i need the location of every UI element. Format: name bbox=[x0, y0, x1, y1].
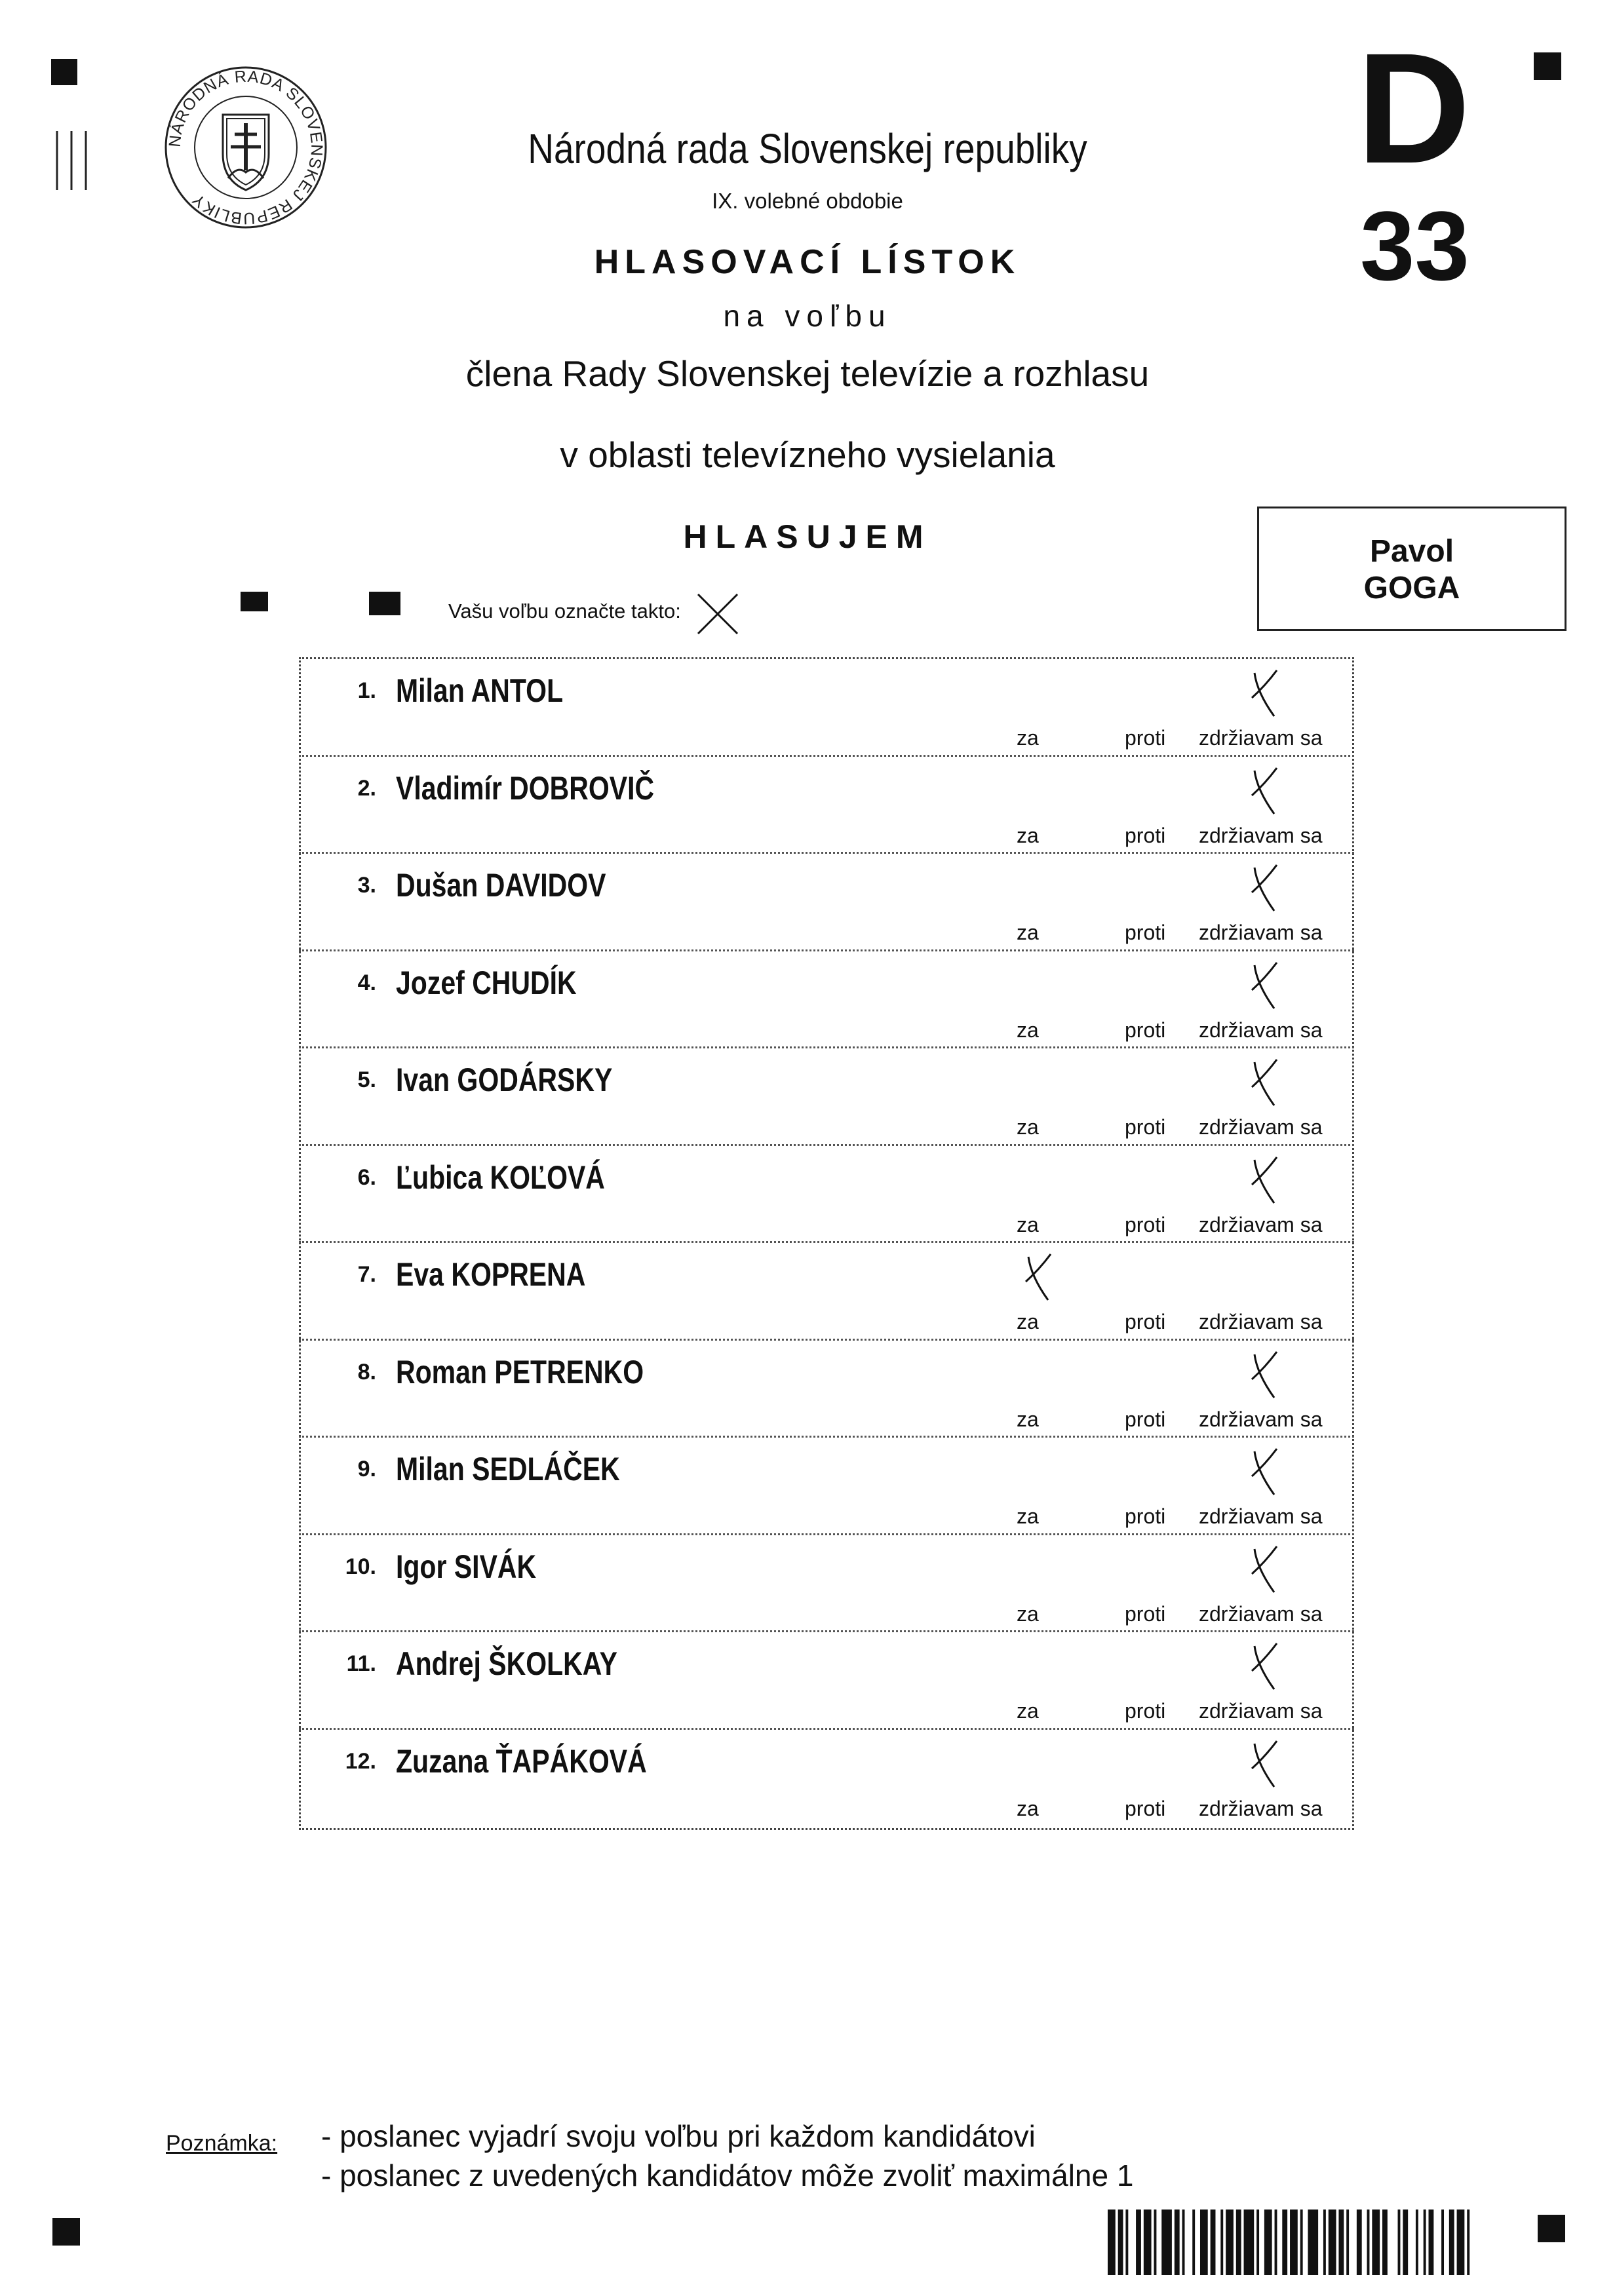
handwritten-x-mark-icon bbox=[1017, 1250, 1062, 1304]
row-separator bbox=[299, 852, 1354, 854]
vote-option-proti[interactable]: proti bbox=[1125, 1601, 1166, 1626]
candidate-number: 8. bbox=[357, 1359, 376, 1385]
note-label: Poznámka: bbox=[166, 2131, 278, 2156]
candidate-number: 7. bbox=[357, 1262, 376, 1287]
candidate-number: 3. bbox=[357, 873, 376, 898]
candidate-row bbox=[299, 657, 1354, 754]
candidate-row bbox=[299, 1728, 1354, 1825]
vote-option-abstain[interactable]: zdržiavam sa bbox=[1199, 921, 1323, 944]
x-mark-icon bbox=[695, 591, 741, 637]
candidate-name: Milan ANTOL bbox=[396, 672, 564, 709]
vote-option-za[interactable]: za bbox=[1017, 1310, 1039, 1333]
candidate-name: Zuzana ŤAPÁKOVÁ bbox=[396, 1742, 647, 1780]
note-line-2: - poslanec z uvedených kandidátov môže zvoliť maximálne 1 bbox=[321, 2158, 1134, 2192]
vote-option-proti[interactable]: proti bbox=[1125, 1115, 1166, 1139]
candidate-number: 1. bbox=[357, 678, 376, 703]
handwritten-x-mark-icon bbox=[1243, 1348, 1289, 1402]
handwritten-x-mark-icon bbox=[1243, 1542, 1289, 1596]
handwritten-x-mark-icon bbox=[1243, 1056, 1289, 1109]
candidate-number: 4. bbox=[357, 970, 376, 995]
row-separator bbox=[299, 1144, 1354, 1146]
candidate-row bbox=[299, 1339, 1354, 1436]
handwritten-x-mark-icon bbox=[1243, 764, 1289, 818]
vote-option-za[interactable]: za bbox=[1017, 1796, 1039, 1820]
vote-option-abstain[interactable]: zdržiavam sa bbox=[1199, 1018, 1323, 1042]
row-separator bbox=[299, 1339, 1354, 1341]
handwritten-x-mark-icon bbox=[1243, 1639, 1289, 1693]
candidate-number: 10. bbox=[345, 1554, 376, 1579]
row-separator bbox=[299, 1728, 1354, 1730]
member-of-text: člena Rady Slovenskej televízie a rozhlasu bbox=[465, 353, 1150, 394]
candidate-row bbox=[299, 755, 1354, 852]
registration-marker-bottom-left bbox=[52, 2218, 80, 2246]
candidate-name: Jozef CHUDÍK bbox=[396, 964, 577, 1001]
candidate-name: Milan SEDLÁČEK bbox=[396, 1451, 620, 1487]
registration-marker-left-2 bbox=[369, 592, 400, 615]
vote-option-za[interactable]: za bbox=[1017, 726, 1039, 750]
voter-name-box bbox=[1257, 507, 1566, 631]
parliament-title: Národná rada Slovenskej republiky bbox=[528, 125, 1087, 172]
handwritten-x-mark-icon bbox=[1243, 666, 1289, 720]
row-separator bbox=[299, 1533, 1354, 1535]
vote-option-proti[interactable]: proti bbox=[1125, 1796, 1166, 1820]
candidate-number: 12. bbox=[345, 1748, 376, 1774]
vote-option-proti[interactable]: proti bbox=[1125, 1407, 1166, 1431]
vote-option-za[interactable]: za bbox=[1017, 921, 1039, 944]
vote-option-za[interactable]: za bbox=[1017, 1212, 1039, 1236]
vote-option-abstain[interactable]: zdržiavam sa bbox=[1199, 1699, 1323, 1723]
candidate-name: Dušan DAVIDOV bbox=[396, 867, 606, 904]
area-text: v oblasti televízneho vysielania bbox=[560, 434, 1055, 475]
election-word: na voľbu bbox=[723, 299, 892, 333]
instruction-text: Vašu voľbu označte takto: bbox=[448, 600, 681, 622]
vote-option-abstain[interactable]: zdržiavam sa bbox=[1199, 1407, 1323, 1431]
candidate-row bbox=[299, 852, 1354, 949]
vote-option-abstain[interactable]: zdržiavam sa bbox=[1199, 1504, 1323, 1528]
vote-option-proti[interactable]: proti bbox=[1125, 726, 1166, 750]
vote-option-proti[interactable]: proti bbox=[1125, 1699, 1166, 1723]
handwritten-x-mark-icon bbox=[1243, 1153, 1289, 1207]
candidate-number: 11. bbox=[346, 1651, 376, 1676]
candidate-name: Andrej ŠKOLKAY bbox=[396, 1645, 617, 1682]
handwritten-x-mark-icon bbox=[1243, 1737, 1289, 1791]
vote-option-abstain[interactable]: zdržiavam sa bbox=[1199, 1212, 1323, 1236]
vote-option-za[interactable]: za bbox=[1017, 1504, 1039, 1528]
row-separator bbox=[299, 1630, 1354, 1632]
vote-option-proti[interactable]: proti bbox=[1125, 823, 1166, 847]
row-separator bbox=[299, 1241, 1354, 1243]
row-separator bbox=[299, 755, 1354, 757]
vote-option-abstain[interactable]: zdržiavam sa bbox=[1199, 1796, 1323, 1820]
seal-text: NÁRODNÁ RADA SLOVENSKEJ REPUBLIKY bbox=[165, 67, 326, 228]
candidate-row bbox=[299, 1241, 1354, 1338]
registration-marker-bottom-right bbox=[1538, 2215, 1565, 2242]
vote-option-proti[interactable]: proti bbox=[1125, 1212, 1166, 1236]
vote-option-abstain[interactable]: zdržiavam sa bbox=[1199, 1601, 1323, 1626]
voter-last-name: GOGA bbox=[1363, 571, 1460, 605]
vote-option-proti[interactable]: proti bbox=[1125, 1018, 1166, 1042]
candidate-name: Ivan GODÁRSKY bbox=[396, 1062, 613, 1098]
vote-heading: HLASUJEM bbox=[683, 518, 932, 555]
vote-option-za[interactable]: za bbox=[1017, 1018, 1039, 1042]
candidate-number: 2. bbox=[357, 775, 376, 801]
row-separator bbox=[299, 949, 1354, 951]
candidate-row bbox=[299, 1533, 1354, 1630]
candidate-row bbox=[299, 1144, 1354, 1241]
voter-first-name: Pavol bbox=[1369, 534, 1454, 569]
ballot-code-letter: D bbox=[1357, 20, 1471, 196]
handwritten-x-mark-icon bbox=[1243, 959, 1289, 1012]
handwritten-x-mark-icon bbox=[1243, 861, 1289, 915]
note-line-1: - poslanec vyjadrí svoju voľbu pri každom kandidátovi bbox=[321, 2119, 1036, 2153]
term-label: IX. volebné obdobie bbox=[712, 189, 903, 213]
candidate-row bbox=[299, 1436, 1354, 1533]
ballot-title: HLASOVACÍ LÍSTOK bbox=[594, 243, 1021, 281]
candidate-row bbox=[299, 1630, 1354, 1727]
vote-option-proti[interactable]: proti bbox=[1125, 1504, 1166, 1528]
candidate-number: 6. bbox=[357, 1164, 376, 1190]
vote-option-za[interactable]: za bbox=[1017, 1601, 1039, 1626]
vote-option-abstain[interactable]: zdržiavam sa bbox=[1199, 823, 1323, 847]
vote-option-abstain[interactable]: zdržiavam sa bbox=[1199, 1310, 1323, 1333]
candidate-name: Roman PETRENKO bbox=[396, 1353, 644, 1390]
candidate-name: Eva KOPRENA bbox=[396, 1256, 586, 1293]
candidate-name: Igor SIVÁK bbox=[396, 1548, 537, 1585]
candidate-row bbox=[299, 949, 1354, 1046]
candidate-name: Vladimír DOBROVIČ bbox=[396, 769, 655, 807]
candidate-number: 5. bbox=[357, 1067, 376, 1092]
ballot-code-number: 33 bbox=[1360, 191, 1469, 301]
vote-option-proti[interactable]: proti bbox=[1125, 1310, 1166, 1333]
registration-marker-top-right bbox=[1534, 52, 1561, 80]
tally-marks-icon bbox=[49, 131, 95, 190]
vote-option-za[interactable]: za bbox=[1017, 1407, 1039, 1431]
vote-option-proti[interactable]: proti bbox=[1125, 921, 1166, 944]
vote-option-abstain[interactable]: zdržiavam sa bbox=[1199, 726, 1323, 750]
vote-option-za[interactable]: za bbox=[1017, 1115, 1039, 1139]
vote-option-za[interactable]: za bbox=[1017, 1699, 1039, 1723]
registration-marker-left-1 bbox=[241, 592, 268, 611]
vote-option-za[interactable]: za bbox=[1017, 823, 1039, 847]
candidate-number: 9. bbox=[357, 1457, 376, 1482]
candidate-name: Ľubica KOĽOVÁ bbox=[396, 1158, 605, 1196]
row-separator bbox=[299, 1046, 1354, 1048]
candidate-row bbox=[299, 1046, 1354, 1143]
vote-option-abstain[interactable]: zdržiavam sa bbox=[1199, 1115, 1323, 1139]
registration-marker-top-left bbox=[51, 59, 77, 85]
handwritten-x-mark-icon bbox=[1243, 1445, 1289, 1499]
row-separator bbox=[299, 1436, 1354, 1438]
barcode-icon bbox=[1108, 2210, 1475, 2275]
